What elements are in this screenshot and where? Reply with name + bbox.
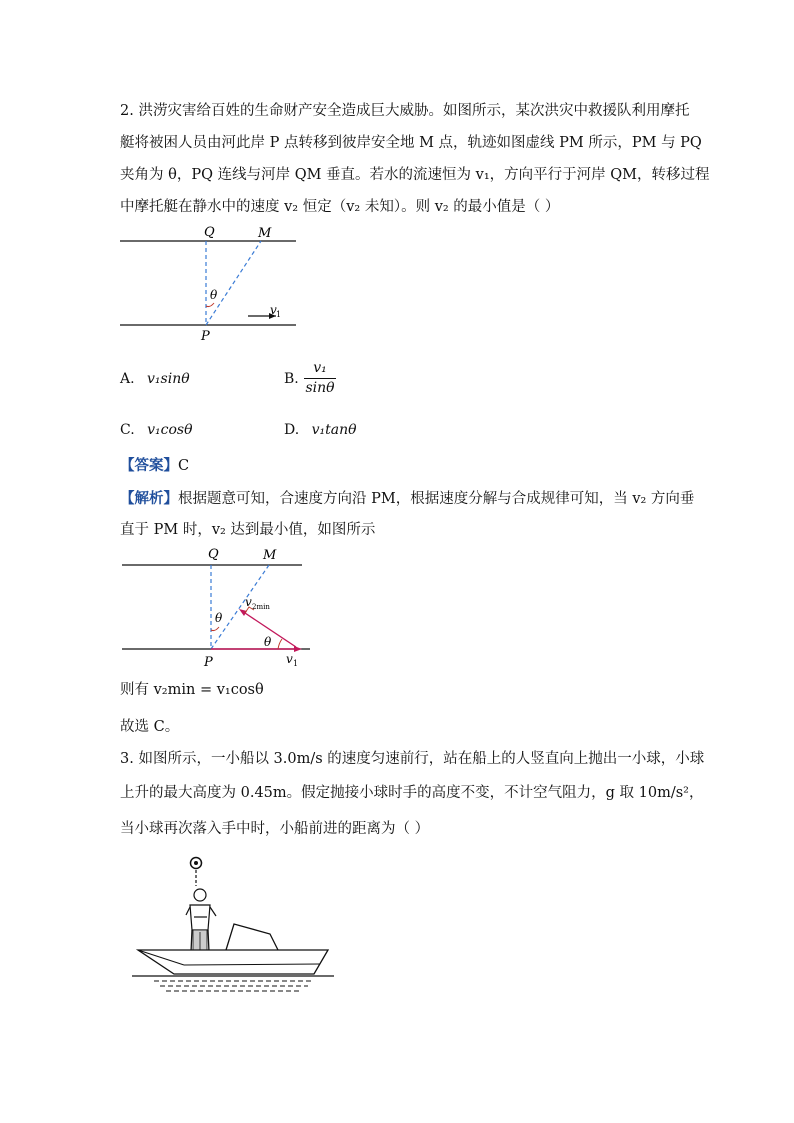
label-theta: θ (210, 288, 218, 302)
label-Q: Q (204, 225, 215, 240)
option-c-letter: C. (120, 422, 135, 438)
label-theta: θ (215, 611, 223, 625)
option-a-text: v₁sinθ (147, 371, 190, 387)
label-v1: v (286, 652, 293, 666)
option-b-letter: B. (284, 371, 299, 387)
label-Q: Q (208, 547, 219, 562)
label-M: M (258, 226, 272, 241)
q3-line-2: 上升的最大高度为 0.45m。假定抛接小球时手的高度不变，不计空气阻力，g 取 10m/s²， (120, 785, 704, 801)
option-c-text: v₁cosθ (147, 422, 193, 438)
option-d-text: v₁tanθ (311, 422, 357, 438)
q2-line-3: 夹角为 θ，PQ 连线与河岸 QM 垂直。若水的流速恒为 v₁，方向平行于河岸 QM，转移过程 (120, 167, 710, 183)
label-v1-sub: 1 (276, 310, 282, 319)
option-d (284, 422, 357, 438)
option-a (120, 371, 190, 387)
label-v1-sub: 1 (293, 659, 299, 668)
option-a-letter: A. (120, 371, 135, 387)
option-b-denominator: sinθ (305, 380, 335, 396)
label-v2min-sub: 2min (252, 603, 270, 611)
q2-line-4: 中摩托艇在静水中的速度 v₂ 恒定（v₂ 未知）。则 v₂ 的最小值是（ ） (120, 199, 560, 215)
option-b-numerator: v₁ (313, 360, 327, 376)
label-theta-2: θ (264, 635, 272, 649)
option-c (120, 422, 193, 438)
label-P: P (201, 329, 210, 344)
river-diagram-2 (118, 542, 318, 670)
q3-line-3: 当小球再次落入手中时，小船前进的距离为（ ） (120, 821, 430, 837)
analysis-line-2: 直于 PM 时，v₂ 达到最小值，如图所示 (120, 522, 376, 538)
analysis-line-1 (120, 489, 695, 509)
conclusion: 故选 C。 (120, 719, 180, 735)
label-M: M (263, 548, 277, 563)
analysis-text-1: 根据题意可知，合速度方向沿 PM，根据速度分解与合成规律可知，当 v₂ 方向垂 (178, 491, 695, 507)
analysis-tag: 【解析】 (120, 490, 178, 507)
label-P: P (204, 655, 213, 670)
answer-line (120, 456, 680, 476)
option-d-letter: D. (284, 422, 300, 438)
q2-line-2: 艇将被困人员由河此岸 P 点转移到彼岸安全地 M 点，轨迹如图虚线 PM 所示，PM 与 PQ (120, 135, 702, 151)
boat-illustration (130, 852, 340, 1002)
label-v2min: v (245, 595, 252, 609)
label-v1: v (270, 303, 277, 317)
answer-tag: 【答案】 (120, 457, 178, 474)
q2-line-1: 2. 洪涝灾害给百姓的生命财产安全造成巨大威胁。如图所示，某次洪灾中救援队利用摩托 (120, 103, 690, 119)
answer-value: C (178, 458, 190, 474)
result-formula: 则有 v₂min = v₁cosθ (120, 682, 264, 698)
option-b-fraction (302, 360, 338, 397)
river-diagram-1 (118, 222, 308, 346)
q3-line-1: 3. 如图所示，一小船以 3.0m/s 的速度匀速前行，站在船上的人竖直向上抛出一小球，小球 (120, 751, 705, 767)
